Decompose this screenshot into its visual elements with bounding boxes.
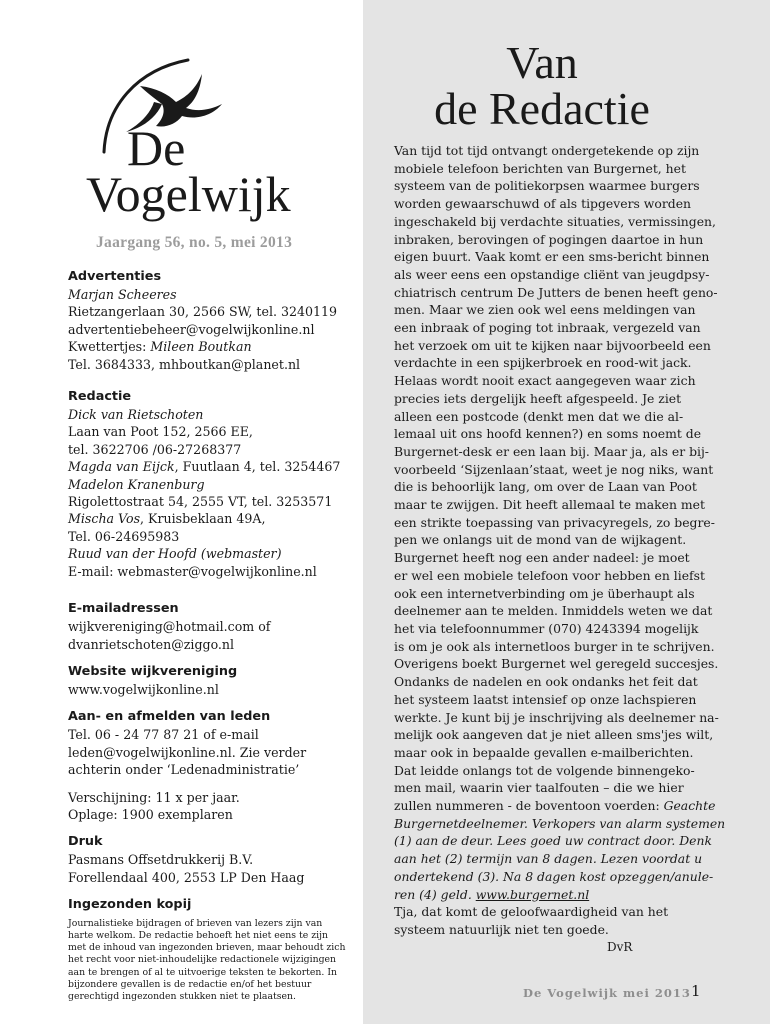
druk-text: Forellendaal 400, 2553 LP Den Haag [68,869,305,885]
article-line: het via telefoonnummer (070) 4243394 mogelijk [394,620,699,636]
quote-inline: Geachte [663,798,716,814]
kwettertjes-line [68,338,353,355]
article-line: mobiele telefoon berichten van Burgernet, het [394,160,686,176]
druk-title: Druk [68,834,103,850]
article-line: systeem van de politiekorpsen waarmee burgers [394,178,700,194]
advertenties-name: Marjan Scheeres [68,287,177,302]
article-line: die is behoorlijk lang, om over de Laan van Poot [394,479,697,495]
article-line: maar ook in bepaalde gevallen e-mailberichten. [394,744,694,760]
article-line: Burgernet heeft nog een ander nadeel: je moet [394,550,690,566]
redactie-member-detail: , Kruisbeklaan 49A, [140,511,266,527]
advertenties-address: Rietzangerlaan 30, 2566 SW, tel. 3240119 [68,304,338,320]
advertenties-title: Advertenties [68,269,162,284]
redactie-member-name: Mischa Vos [68,511,141,527]
article-line: een strikte toepassing van privacyregels, zo begre- [394,514,715,530]
article-line: deelnemer aan te melden. Inmiddels weten we dat [394,603,713,619]
article-line: Burgernet-desk er een laan bij. Maar ja, als er bij- [394,443,709,459]
redactie-title: Redactie [68,389,132,405]
redactie-member-name: Dick van Rietschoten [68,407,204,423]
redactie-member-name: Magda van Eijck [68,459,175,475]
kwettertjes-label: Kwettertjes: [68,339,151,355]
article-body [394,142,726,939]
logo-text-vogelwijk: Vogelwijk [86,166,291,222]
redactie-member-address: Laan van Poot 152, 2566 EE, [68,424,253,440]
article-quote-line: aan het (2) termijn van 8 dagen. Lezen voordat u [394,851,703,867]
redactie-member-tel: Tel. 06-24695983 [68,528,180,544]
article-line: melijk ook aangeven dat je niet alleen sms'jes wilt, [394,727,714,743]
article-line: men mail, waarin vier taalfouten – die we hier [394,780,684,796]
footer-text: De Vogelwijk mei 2013 [523,986,691,1000]
website-url: www.vogelwijkonline.nl [68,681,219,697]
article-line: Overigens boekt Burgernet wel geregeld succesjes. [394,656,719,672]
redactie-member-name: Madelon Kranenburg [68,476,205,492]
ingezonden-text: Journalistieke bijdragen of brieven van lezers zijn van harte welkom. De redactie behoeft het niet eens te zijn met de inhoud van ingezonden brieven, maar behoudt zich het recht voor niet-inhoudelijke redactionele wijzigingen aan te brengen of al te uitvoerige teksten te bekorten. In bijzondere gevallen is de redactie en/of het bestuur gerechtigd ingezonden stukken niet te plaatsen. [68,918,346,1002]
ingezonden-title: Ingezonden kopij [68,897,192,913]
article-line: Dat leidde onlangs tot de volgende binnengeko- [394,762,695,778]
article-line: verdachte in een spijkerbroek en rood-wit jack. [394,355,692,371]
quote-last-prefix: ren (4) geld. [394,886,476,902]
oplage: Oplage: 1900 exemplaren [68,806,233,822]
article-line: maar te zwijgen. Dit heeft allemaal te maken met [394,497,705,513]
article-line: er wel een mobiele telefoon voor hebben en liefst [394,567,705,583]
email-address: wijkvereniging@hotmail.com of [68,619,271,635]
article-title-line: Van [506,37,578,88]
article-line: voorbeeld ‘Sijzenlaan’staat, weet je nog niks, want [394,461,714,477]
signature: DvR [607,940,633,954]
colophon [68,268,353,1003]
redactie-member-line [68,510,353,527]
article-closing-line: Tja, dat komt de geloofwaardigheid van het [394,904,669,920]
redactie-member-detail: , Fuutlaan 4, tel. 3254467 [174,459,341,475]
aanmelden-title: Aan- en afmelden van leden [68,709,271,725]
article-closing-line: systeem natuurlijk niet ten goede. [394,921,609,937]
article-line: alleen een postcode (denkt men dat we die al- [394,408,684,424]
article-line: het verzoek om uit te kijken naar bijvoorbeeld een [394,337,711,353]
aanmelden-text: leden@vogelwijkonline.nl. Zie verder [68,744,307,760]
article-line: worden gewaarschuwd of als tipgevers worden [394,196,692,212]
article-line: precies iets dergelijk heeft afgespeeld. Je ziet [394,390,682,406]
issue-info: Jaargang 56, no. 5, mei 2013 [96,234,293,251]
article-line: men. Maar we zien ook wel eens meldingen van [394,302,696,318]
page-number: 1 [691,982,701,1000]
emailadressen-title: E-mailadressen [68,601,179,617]
article-line: lemaal uit ons hoofd kennen?) en soms noemt de [394,426,702,442]
article-line-text: zullen nummeren - de boventoon voerden: [394,798,664,814]
aanmelden-text: achterin onder ‘Ledenadministratie’ [68,762,300,778]
article-line: ingeschakeld bij verdachte situaties, vermissingen, [394,213,716,229]
article-title-line: de Redactie [434,83,650,134]
article-line: een inbraak of poging tot inbraak, vergezeld van [394,320,701,336]
article-line: pen we onlangs uit de mond van de wijkagent. [394,532,687,548]
redactie-member-tel: tel. 3622706 /06-27268377 [68,441,242,457]
article-line: het systeem laatst intensief op onze lachspieren [394,691,697,707]
article-quote-line [394,886,714,904]
redactie-member-name: Ruud van der Hoofd (webmaster) [68,546,282,562]
article-line: eigen buurt. Vaak komt er een sms-bericht binnen [394,249,710,265]
article-quote-line: ondertekend (3). Na 8 dagen kost opzeggen/anule- [394,868,714,884]
article-line: als weer eens een opstandige cliënt van jeugdpsy- [394,266,710,282]
article-title [392,37,692,134]
article-line: Helaas wordt nooit exact aangegeven waar zich [394,373,696,389]
advertenties-email: advertentiebeheer@vogelwijkonline.nl [68,321,315,337]
webmaster-email: E-mail: webmaster@vogelwijkonline.nl [68,563,317,579]
druk-text: Pasmans Offsetdrukkerij B.V. [68,852,254,868]
article-line: is om je ook als internetloos burger in te schrijven. [394,638,715,654]
article-line: werkte. Je kunt bij je inschrijving als deelnemer na- [394,709,719,725]
article-quote-line: (1) aan de deur. Lees goed uw contract door. Denk [394,833,712,849]
kwettertjes-name: Mileen Boutkan [150,339,252,355]
verschijning: Verschijning: 11 x per jaar. [68,789,240,805]
website-title: Website wijkvereniging [68,663,238,679]
redactie-member-address: Rigolettostraat 54, 2555 VT, tel. 3253571 [68,494,333,510]
article-quote-line: Burgernetdeelnemer. Verkopers van alarm systemen [394,815,726,831]
aanmelden-text: Tel. 06 - 24 77 87 21 of e-mail [68,727,259,743]
article-line [394,797,714,815]
kwettertjes-contact: Tel. 3684333, mhboutkan@planet.nl [68,356,301,372]
redactie-member-line [68,458,353,475]
logo-text-de: De [127,120,186,176]
article-line: ook een internetverbinding om je überhaupt als [394,585,695,601]
article-line: inbraken, berovingen of pogingen daartoe in hun [394,231,704,247]
burgernet-link[interactable]: www.burgernet.nl [475,886,590,902]
article-line: chiatrisch centrum De Jutters de benen heeft geno- [394,284,718,300]
article-line: Ondanks de nadelen en ook ondanks het feit dat [394,674,698,690]
article-line: Van tijd tot tijd ontvangt ondergetekende op zijn [394,143,700,158]
email-address: dvanrietschoten@ziggo.nl [68,636,235,652]
